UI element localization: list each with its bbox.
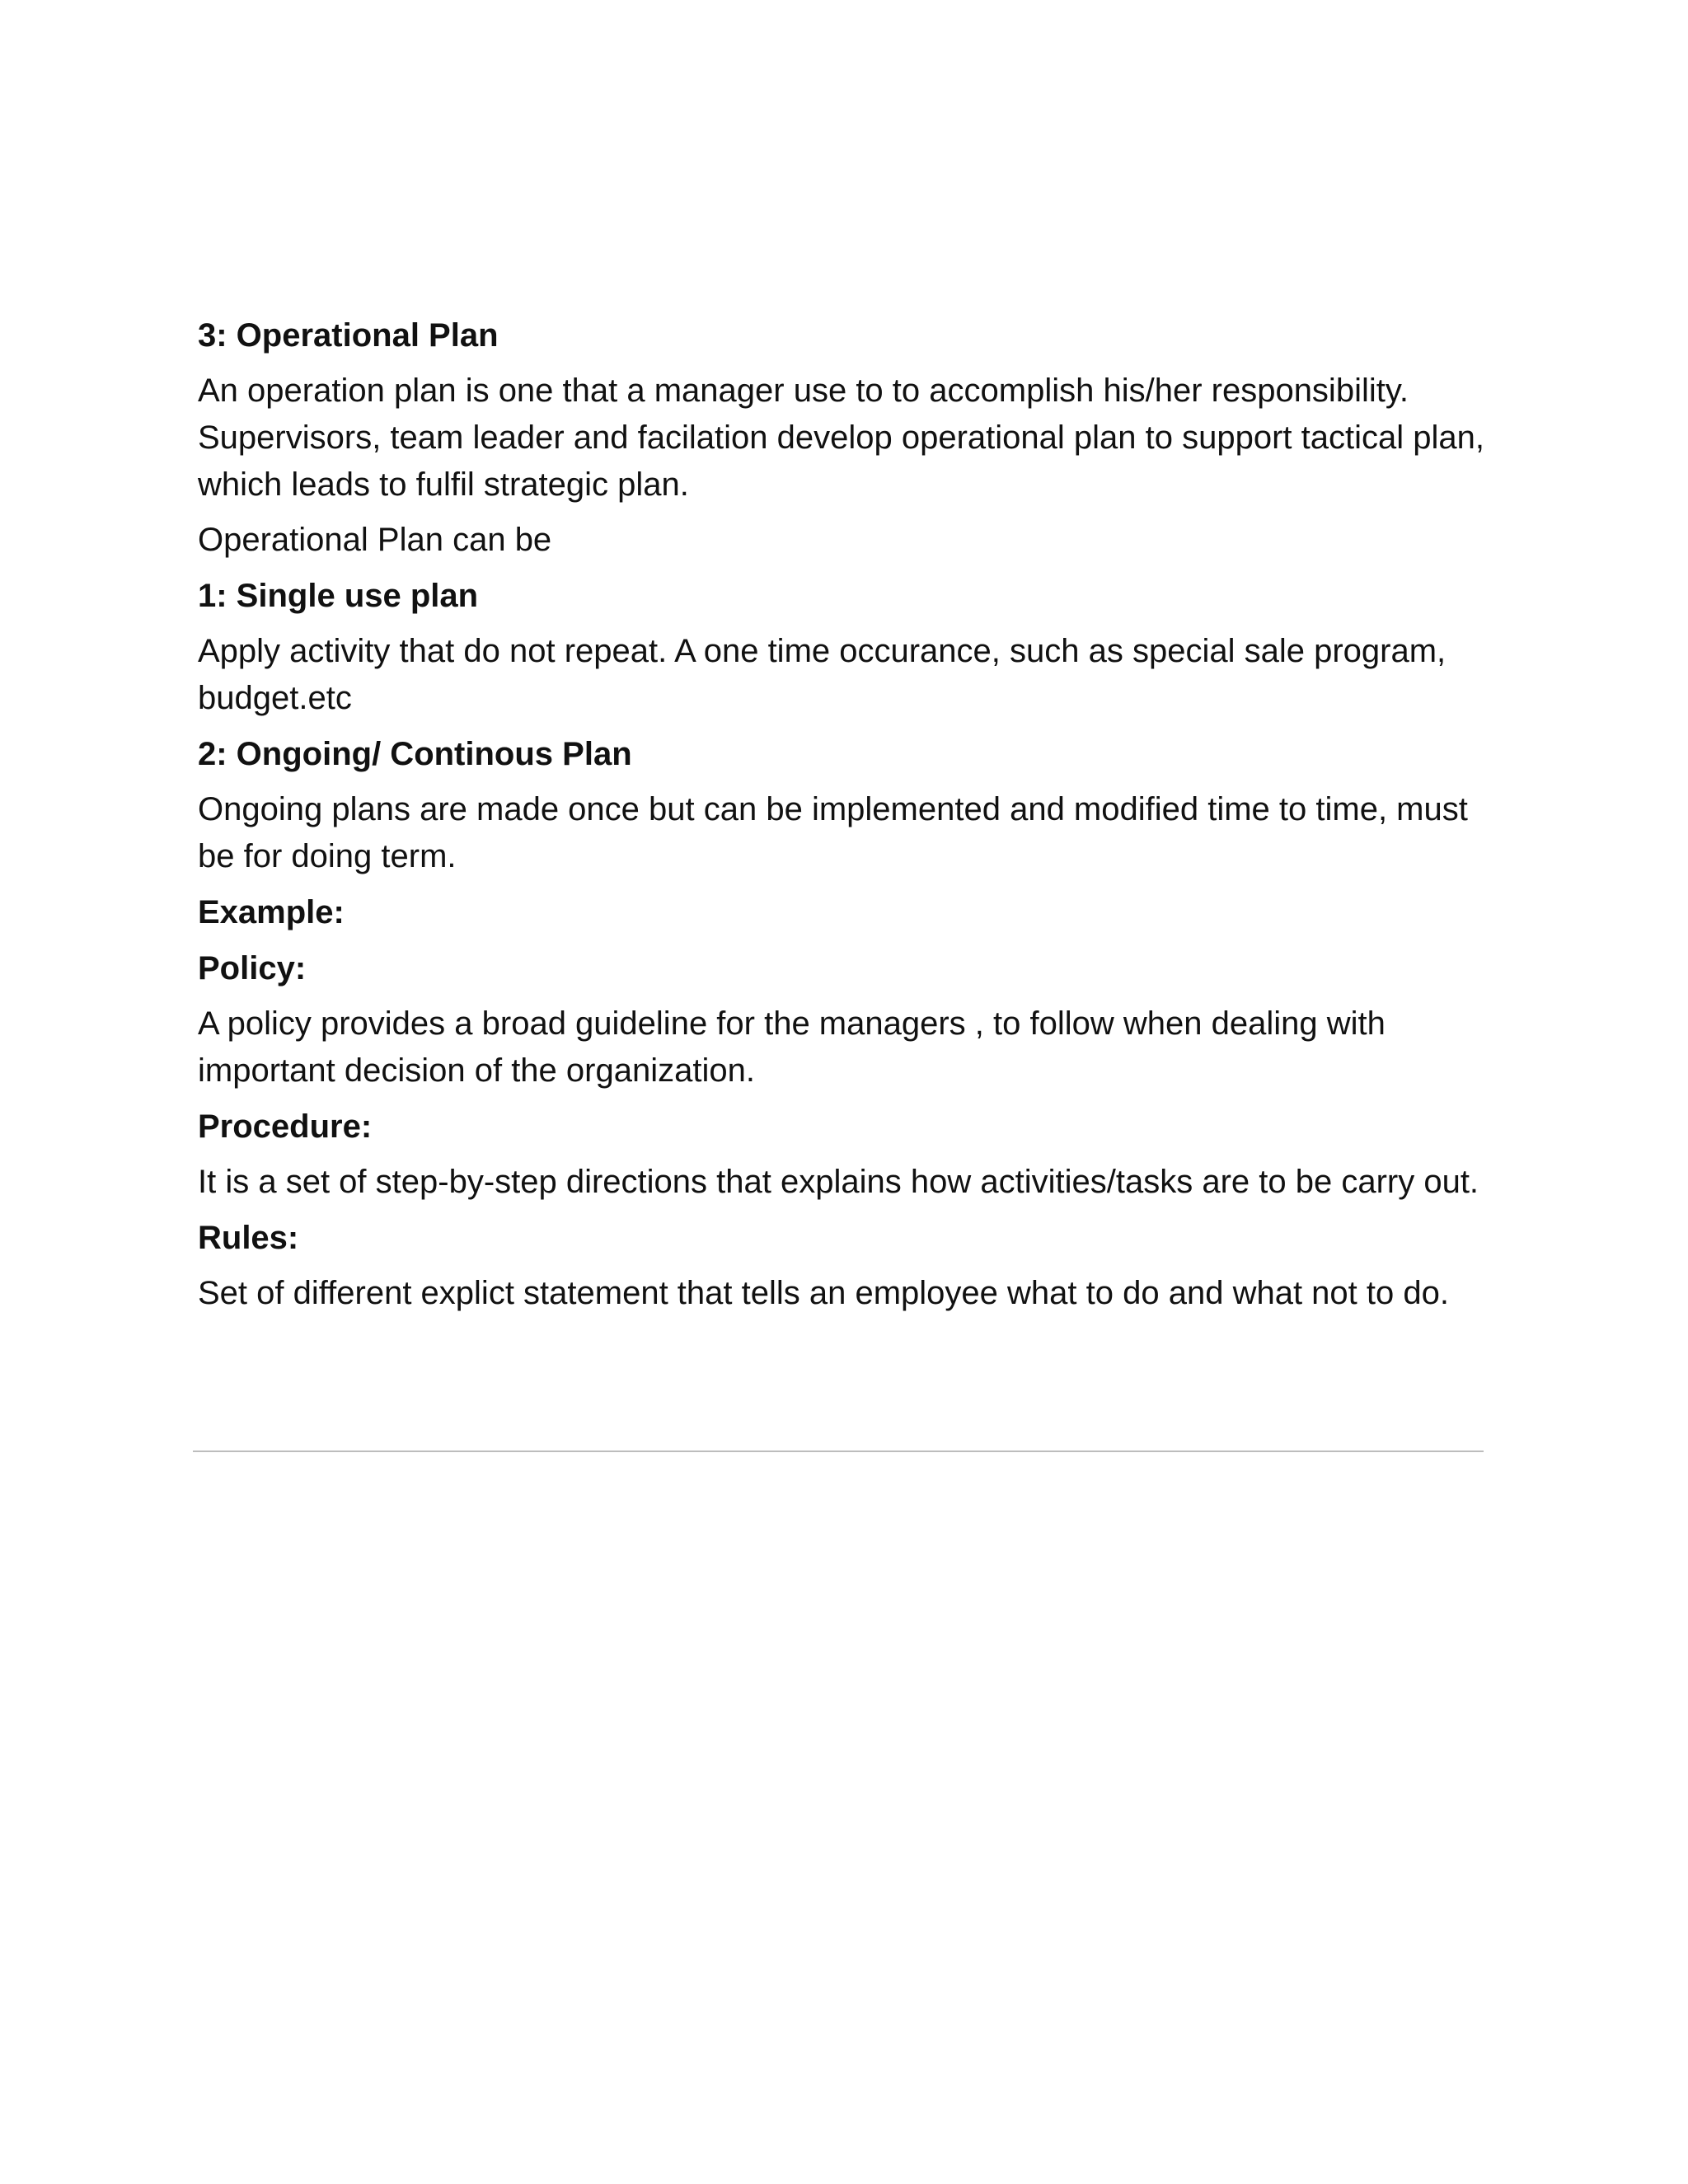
heading-procedure: Procedure: (198, 1108, 373, 1145)
document-body (198, 312, 1500, 1325)
horizontal-divider (193, 1451, 1484, 1452)
paragraph-operational-plan-can-be: Operational Plan can be (198, 522, 552, 558)
paragraph-operational-plan: An operation plan is one that a manager use to to accomplish his/her responsibility. Supervisors, team leader and facilation develop operational plan to support tactical plan, which leads to fulfil strategic plan. (198, 373, 1484, 503)
heading-rules: Rules: (198, 1220, 299, 1256)
paragraph-single-use-plan: Apply activity that do not repeat. A one time occurance, such as special sale program, budget.etc (198, 633, 1447, 716)
paragraph-rules: Set of different explict statement that tells an employee what to do and what not to do. (198, 1275, 1449, 1311)
heading-policy: Policy: (198, 950, 307, 987)
heading-ongoing-plan: 2: Ongoing/ Continous Plan (198, 736, 632, 772)
heading-example: Example: (198, 894, 345, 930)
paragraph-procedure: It is a set of step-by-step directions that explains how activities/tasks are to be carry out. (198, 1164, 1479, 1200)
heading-operational-plan: 3: Operational Plan (198, 317, 499, 354)
heading-single-use-plan: 1: Single use plan (198, 578, 479, 614)
paragraph-policy: A policy provides a broad guideline for the managers , to follow when dealing with important decision of the organization. (198, 1005, 1386, 1089)
paragraph-ongoing-plan: Ongoing plans are made once but can be implemented and modified time to time, must be for doing term. (198, 791, 1468, 874)
